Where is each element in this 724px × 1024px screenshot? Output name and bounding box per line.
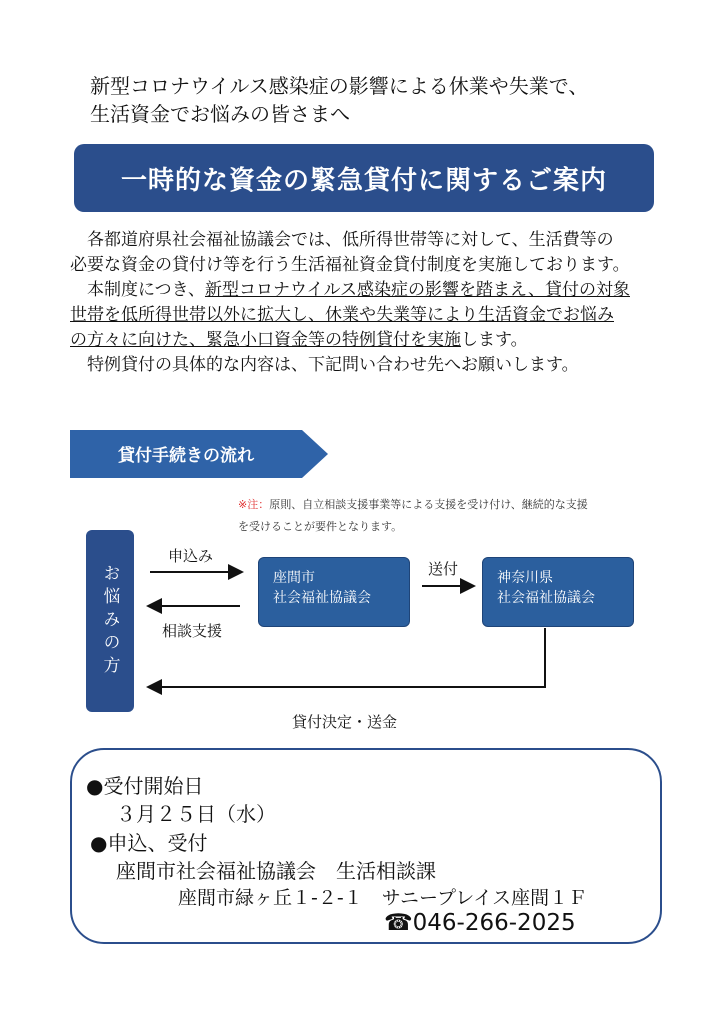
apply-heading: ●申込、受付 (90, 831, 208, 855)
send-label: 送付 (428, 560, 459, 578)
page-title: 一時的な資金の緊急貸付に関するご案内 (120, 165, 607, 196)
org-name: 座間市社会福祉協議会 生活相談課 (116, 859, 436, 883)
note-mark: ※注： (238, 498, 270, 511)
paragraph-1-text: 各都道府県社会福祉協議会では、低所得世帯等に対して、生活費等の必要な資金の貸付け等を行う生活福祉資金貸付制度を実施しております。 (70, 230, 630, 275)
node1-line1: 座間市 (273, 570, 315, 586)
note-line-2: を受けることが要件となります。 (238, 520, 403, 533)
paragraph-2-plain: 本制度につき、 (87, 280, 205, 300)
intro-line-2: 生活資金でお悩みの皆さまへ (90, 102, 350, 126)
paragraph-3-text: 特例貸付の具体的な内容は、下記問い合わせ先へお願いします。 (87, 355, 579, 375)
start-heading: ●受付開始日 (86, 774, 204, 798)
paragraph-2-end: します。 (461, 330, 528, 350)
phone-line (384, 909, 576, 937)
node2-line2: 社会福祉協議会 (497, 590, 595, 606)
node2-line1: 神奈川県 (497, 570, 553, 586)
phone-icon: ☎ (384, 910, 413, 936)
phone-number: 046-266-2025 (412, 910, 576, 936)
intro-line-1: 新型コロナウイルス感染症の影響による休業や失業で、 (90, 74, 589, 98)
decision-label: 貸付決定・送金 (292, 713, 398, 731)
note-line-1: 原則、自立相談支援事業等による支援を受け付け、継続的な支援 (269, 498, 588, 511)
person-label: お悩みの方 (99, 563, 120, 679)
node1-line2: 社会福祉協議会 (273, 590, 371, 606)
apply-label: 申込み (168, 547, 214, 565)
start-date: ３月２５日（水） (116, 802, 276, 826)
paragraph-2-underlined: 新型コロナウイルス感染症の影響を踏まえ、貸付の対象世帯を低所得世帯以外に拡大し、休業や失業等により生活資金でお悩みの方々に向けた、緊急小口資金等の特例貸付を実施 (70, 280, 630, 350)
flow-banner-label: 貸付手続きの流れ (118, 446, 254, 466)
address: 座間市緑ヶ丘１-２-１ サニープレイス座間１Ｆ (178, 887, 588, 909)
consult-label: 相談支援 (162, 622, 223, 640)
